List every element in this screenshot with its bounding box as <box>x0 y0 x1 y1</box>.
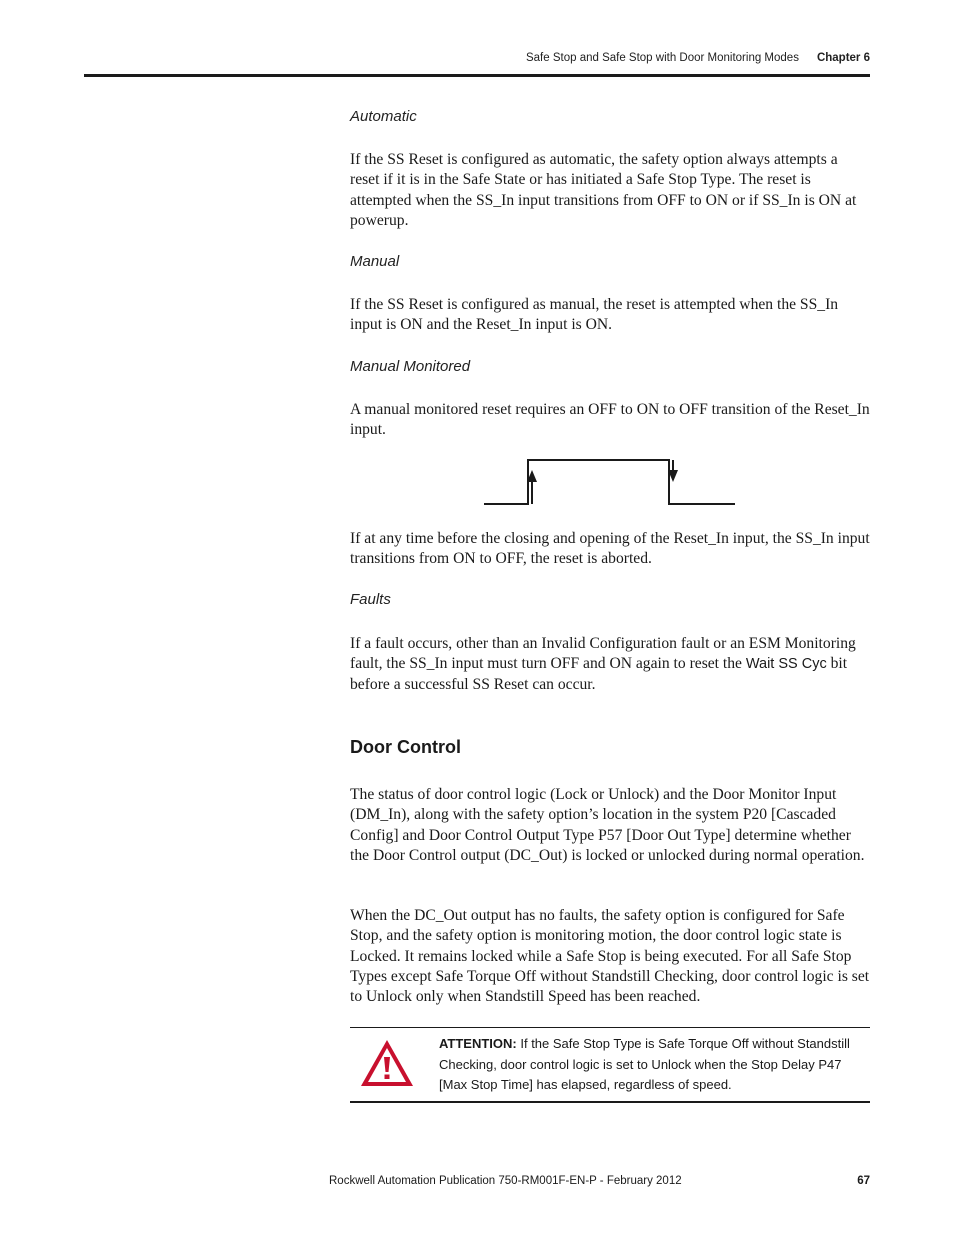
page-number: 67 <box>857 1175 870 1187</box>
door-control-paragraph-1: The status of door control logic (Lock or Unlock) and the Door Monitor Input (DM_In), along with the safety option’s location in the system P20 [Cascaded Config] and Door Control Output Type P57 [Door Out Type] determine whether the Door Control output (DC_Out) is locked or unlocked during normal operation. <box>350 786 865 864</box>
warning-triangle-icon <box>359 1038 415 1088</box>
faults-text-after: bit before a successful SS Reset can occur. <box>350 655 848 693</box>
timing-waveform <box>484 460 735 504</box>
automatic-paragraph: If the SS Reset is configured as automatic, the safety option always attempts a reset if it is in the Safe State or has initiated a Safe Stop Type. The reset is attempted when the SS_In input transitions from OFF to ON or if SS_In is ON at powerup. <box>350 151 857 229</box>
running-header <box>526 52 870 64</box>
automatic-heading: Automatic <box>350 108 417 125</box>
manual-monitored-heading: Manual Monitored <box>350 358 471 375</box>
door-control-paragraph-2: When the DC_Out output has no faults, the safety option is configured for Safe Stop, and the safety option is monitoring motion, the door control logic state is Locked. It remains locked while a Safe Stop is being executed. For all Safe Stop Types except Safe Torque Off without Standstill Checking, door control logic is set to Unlock only when Standstill Speed has been reached. <box>350 907 870 1006</box>
attention-label: ATTENTION: <box>439 1036 517 1051</box>
faults-text-before: If a fault occurs, other than an Invalid Configuration fault or an ESM Monitoring fault, the SS_In input must turn OFF and ON again to reset the <box>350 635 856 673</box>
manual-paragraph: If the SS Reset is configured as manual, the reset is attempted when the SS_In input is ON and the Reset_In input is ON. <box>350 296 839 334</box>
attention-bottom-rule <box>350 1101 870 1103</box>
faults-heading: Faults <box>350 591 391 608</box>
wait-ss-cyc-param: Wait SS Cyc <box>745 656 827 673</box>
attention-body: If the Safe Stop Type is Safe Torque Off without Standstill Checking, door control logic is set to Unlock when the Stop Delay P47 [Max Stop Time] has elapsed, regardless of speed. <box>439 1036 850 1092</box>
door-control-title: Door Control <box>350 737 461 757</box>
publication-info: Rockwell Automation Publication 750-RM001F-EN-P - February 2012 <box>329 1175 682 1187</box>
reset-timing-diagram <box>480 453 740 509</box>
header-rule <box>84 74 870 77</box>
manual-monitored-abort-paragraph: If at any time before the closing and opening of the Reset_In input, the SS_In input transitions from ON to OFF, the reset is aborted. <box>350 530 870 568</box>
attention-top-rule <box>350 1027 870 1028</box>
attention-text <box>439 1034 864 1096</box>
running-title: Safe Stop and Safe Stop with Door Monitoring Modes <box>525 52 799 64</box>
faults-paragraph <box>350 634 870 695</box>
manual-heading: Manual <box>350 253 400 270</box>
chapter-label: Chapter 6 <box>816 52 870 64</box>
manual-monitored-paragraph: A manual monitored reset requires an OFF to ON to OFF transition of the Reset_In input. <box>350 401 870 439</box>
